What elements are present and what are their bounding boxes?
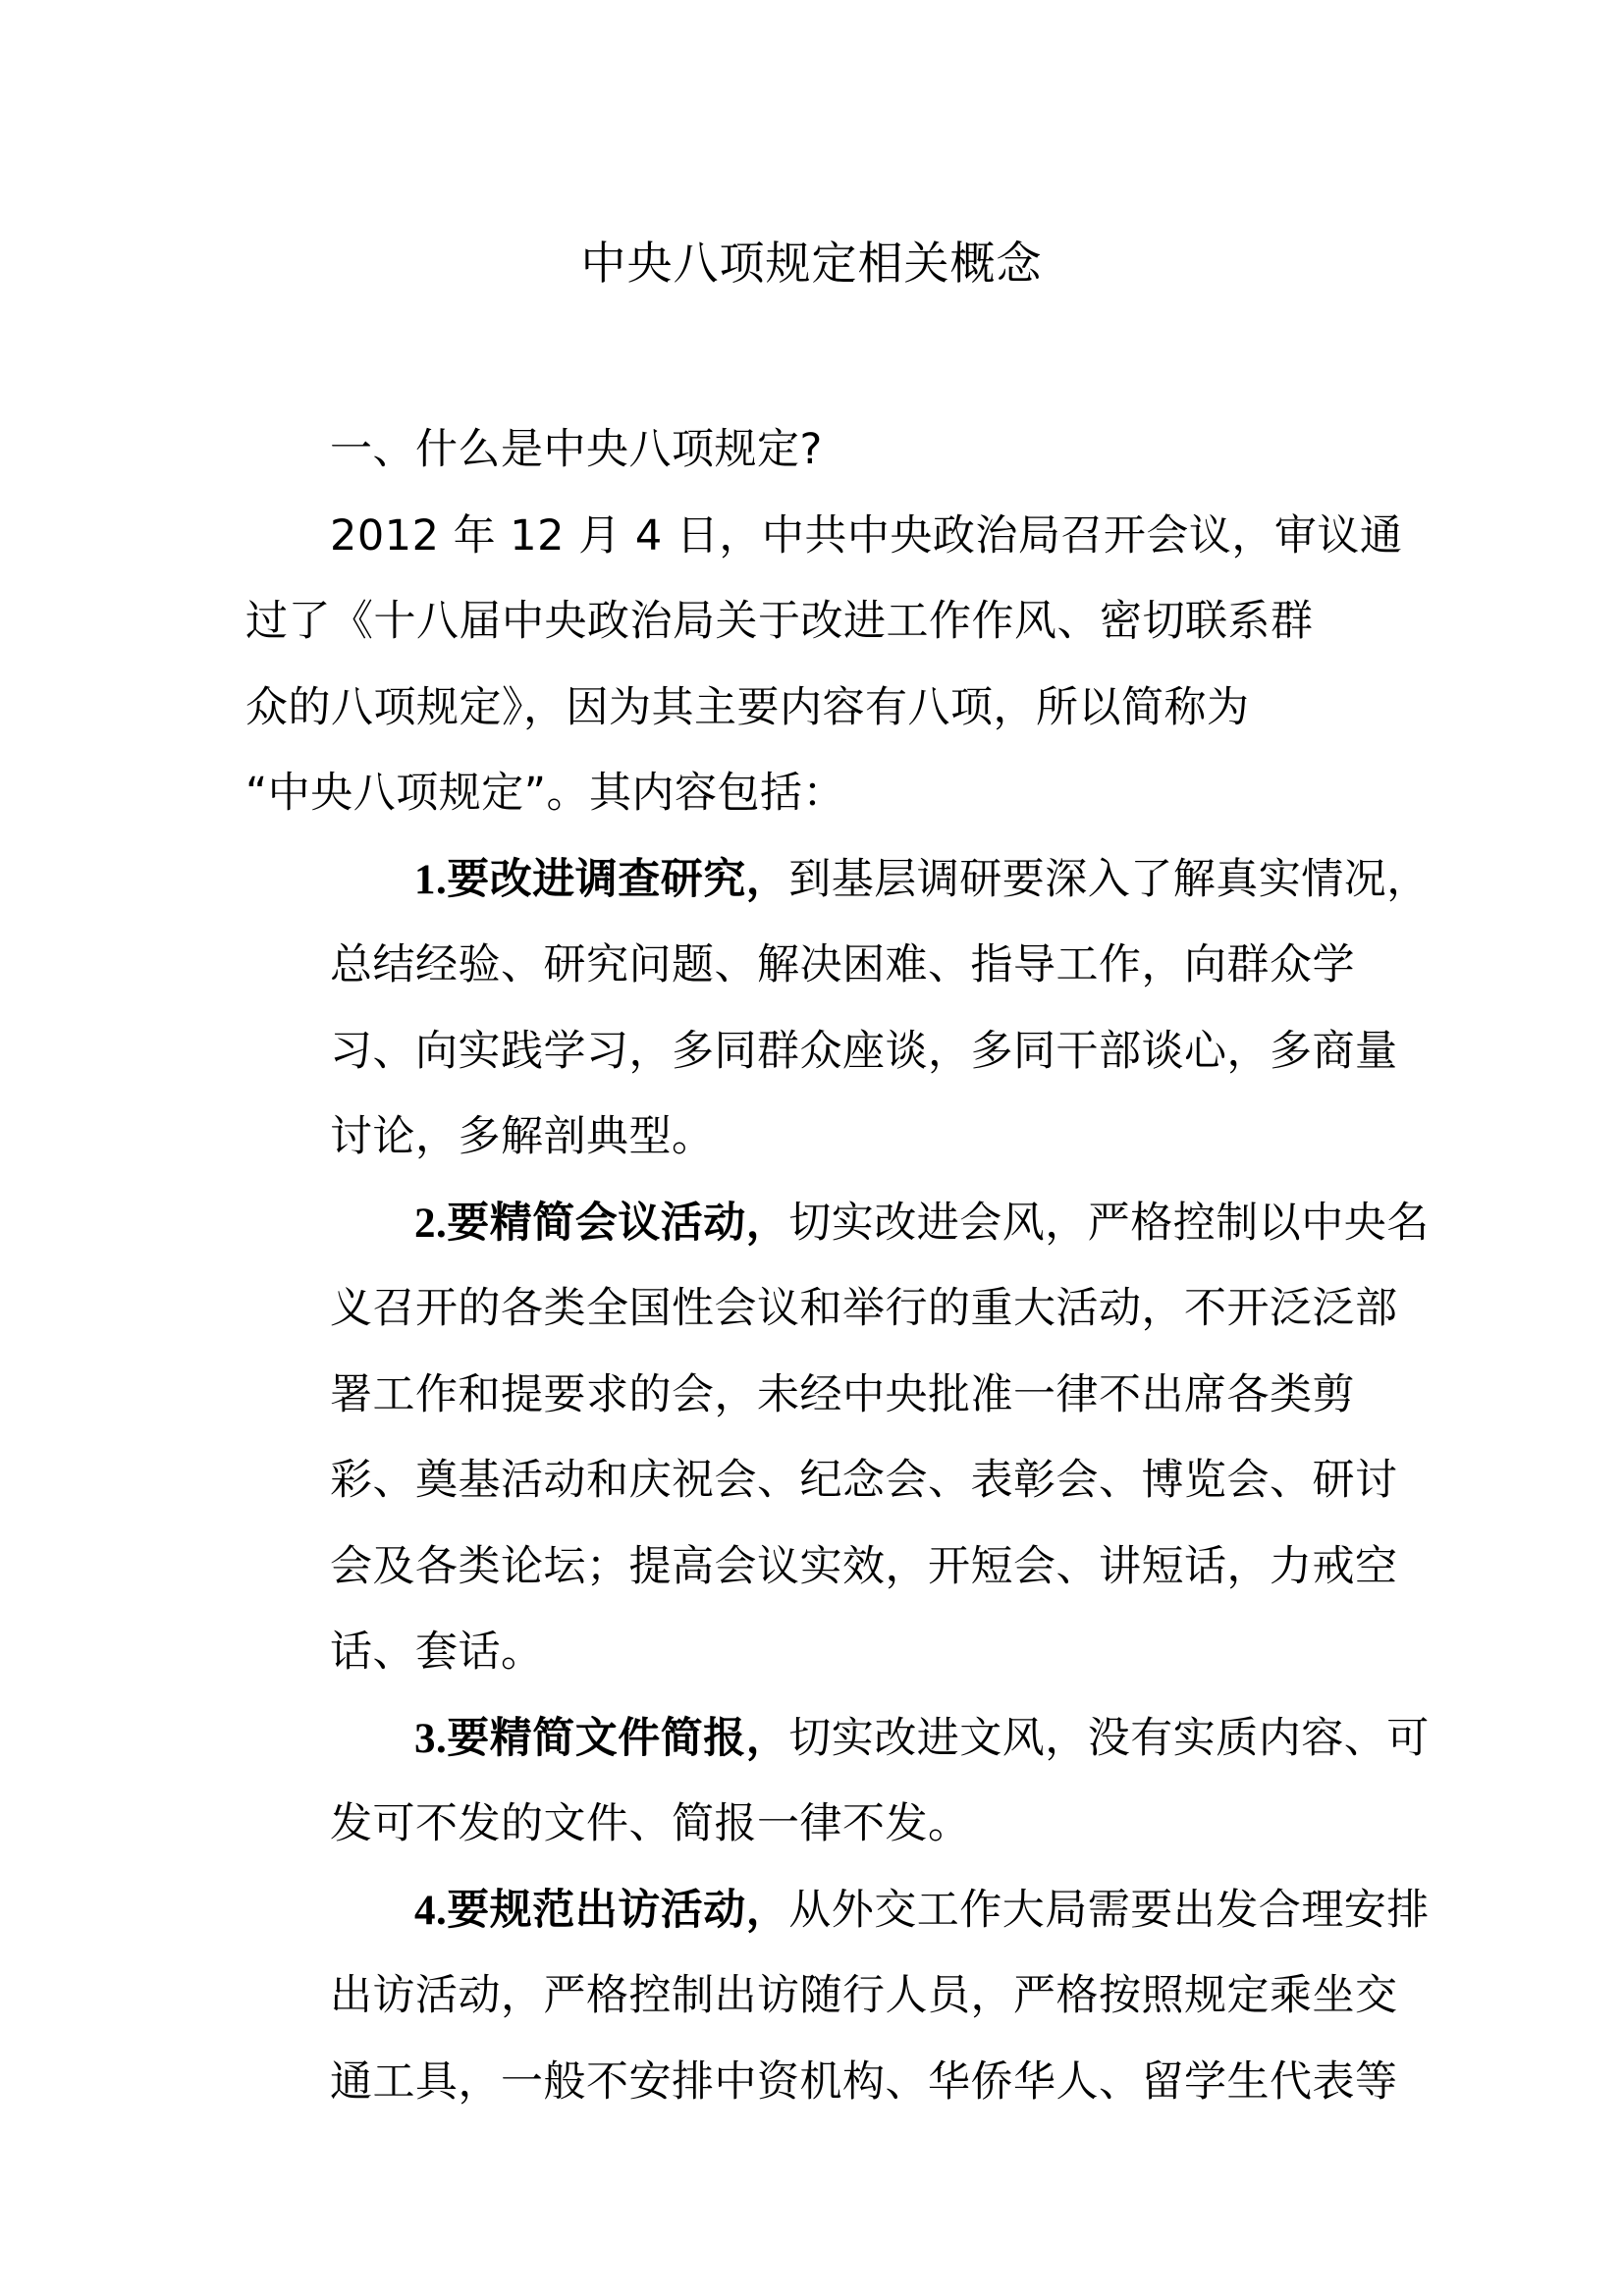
item-lead: 要精简文件简报， xyxy=(447,1713,789,1763)
item-line: 署工作和提要求的会，未经中央批准一律不出席各类剪 xyxy=(330,1369,1355,1419)
item-number: 3. xyxy=(414,1715,448,1762)
intro-line: “中央八项规定”。其内容包括： xyxy=(245,769,846,818)
item-first-line xyxy=(245,1696,1430,1783)
item-number: 1. xyxy=(414,856,448,903)
item-line: 总结经验、研究问题、解决困难、指导工作，向群众学 xyxy=(330,940,1355,989)
item-line: 彩、奠基活动和庆祝会、纪念会、表彰会、博览会、研讨 xyxy=(330,1456,1398,1505)
item-line: 会及各类论坛；提高会议实效，开短会、讲短话，力戒空 xyxy=(330,1541,1398,1591)
list-item-3 xyxy=(245,1696,1430,1868)
intro-line: 2012 年 12 月 4 日，中共中央政治局召开会议，审议通 xyxy=(330,510,1403,561)
list-item-2 xyxy=(245,1181,1430,1696)
item-number: 2. xyxy=(414,1200,448,1247)
item-lead: 要精简会议活动， xyxy=(447,1198,789,1248)
item-lead: 要改进调查研究， xyxy=(447,854,789,904)
item-first-line xyxy=(245,1181,1430,1267)
item-text: 从外交工作大局需要出发合理安排 xyxy=(788,1885,1430,1935)
item-text: 到基层调研要深入了解真实情况， xyxy=(788,854,1430,904)
item-number: 4. xyxy=(414,1887,448,1934)
item-line: 话、套话。 xyxy=(330,1628,544,1677)
intro-paragraph xyxy=(245,494,1403,837)
item-lead: 要规范出访活动， xyxy=(447,1885,789,1935)
item-line: 讨论，多解剖典型。 xyxy=(330,1112,715,1161)
list-item-4 xyxy=(245,1868,1430,2126)
item-line: 出访活动，严格控制出访随行人员，严格按照规定乘坐交 xyxy=(330,1971,1398,2020)
item-line: 通工具，一般不安排中资机构、华侨华人、留学生代表等 xyxy=(330,2056,1398,2107)
document-title: 中央八项规定相关概念 xyxy=(580,237,1043,290)
list-item-1 xyxy=(245,837,1430,1181)
item-text: 切实改进文风，没有实质内容、可 xyxy=(788,1713,1430,1763)
item-line: 义召开的各类全国性会议和举行的重大活动，不开泛泛部 xyxy=(330,1284,1398,1333)
item-text: 切实改进会风，严格控制以中央名 xyxy=(788,1198,1430,1248)
item-first-line xyxy=(245,1868,1430,1954)
item-first-line xyxy=(245,837,1430,924)
section-heading: 一、什么是中央八项规定? xyxy=(330,425,823,474)
document-body xyxy=(245,407,1430,2125)
intro-line: 过了《十八届中央政治局关于改进工作作风、密切联系群 xyxy=(245,597,1314,646)
item-line: 习、向实践学习，多同群众座谈，多同干部谈心，多商量 xyxy=(330,1026,1398,1076)
item-line: 发可不发的文件、简报一律不发。 xyxy=(330,1799,971,1848)
intro-line: 众的八项规定》，因为其主要内容有八项，所以简称为 xyxy=(245,682,1250,732)
